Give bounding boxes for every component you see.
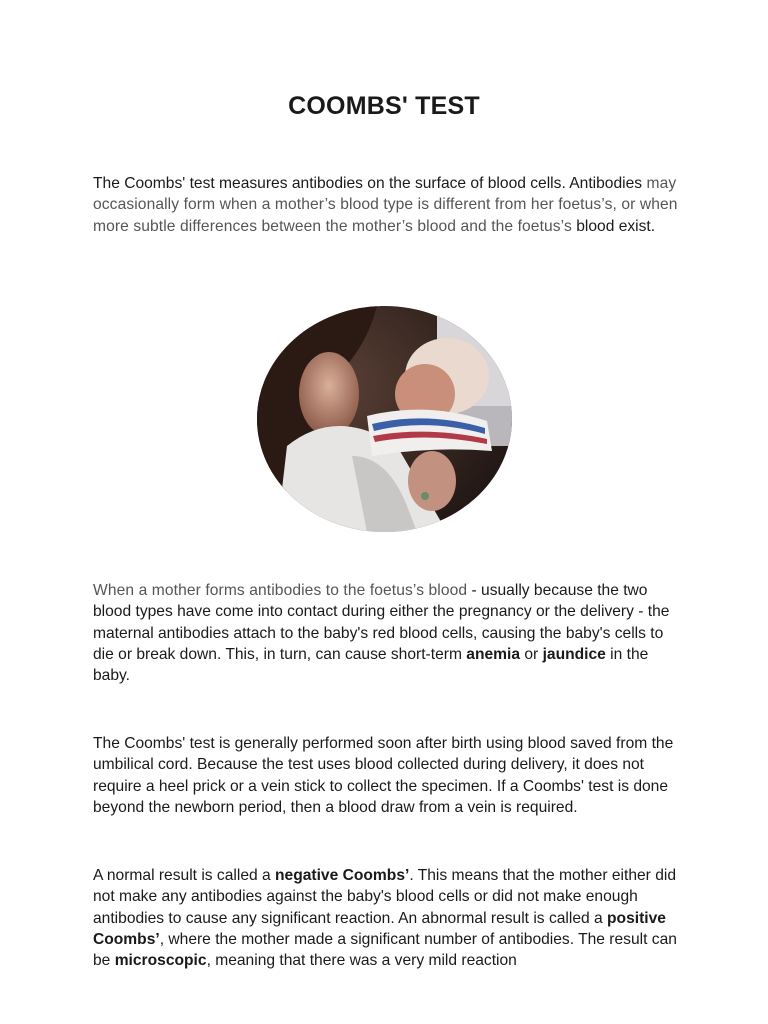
paragraph-intro xyxy=(93,173,683,237)
paragraph-antibodies-part1: When a mother forms antibodies to the foetus’s blood xyxy=(93,582,468,599)
paragraph-intro-part3: blood exist. xyxy=(571,217,656,235)
paragraph-intro-part2: may occasionally form when a mother’s blood type is different from her foetus’s, or when more subtle differences between the mother’s blood and the foetus’s xyxy=(93,175,678,235)
term-positive-coombs: positive Coombs’ xyxy=(93,909,666,948)
term-anemia: anemia xyxy=(466,645,521,663)
paragraph-results-part2: . This means that the mother either did not make any antibodies against the baby's blood cells or did not make enough antibodies to cause any significant reaction. An abnormal result is called a xyxy=(93,867,677,927)
paragraph-results-part1: A normal result is called a xyxy=(93,867,276,884)
term-negative-coombs: negative Coombs’ xyxy=(275,867,410,884)
paragraph-results-part3: , where the mother made a significant number of antibodies. The result can be xyxy=(93,930,677,970)
term-microscopic: microscopic xyxy=(114,952,207,970)
paragraph-antibodies-part4: in the baby. xyxy=(93,645,649,685)
paragraph-antibodies-part2: - usually because the two blood types have come into contact during either the pregnancy or the delivery - the maternal antibodies attach to the baby's red blood cells, causing the baby's cells to die or break down. This, in turn, can cause short-term xyxy=(93,582,670,663)
paragraph-procedure: The Coombs' test is generally performed soon after birth using blood saved from the umbilical cord. Because the test uses blood collected during delivery, it does not require a heel prick or a vein stick to collect the specimen. If a Coombs' test is done beyond the newborn period, then a blood draw from a vein is required. xyxy=(93,735,674,816)
paragraph-results xyxy=(93,865,683,971)
paragraph-results-part4: , meaning that there was a very mild reaction xyxy=(206,952,517,970)
paragraph-antibodies-part3: or xyxy=(520,645,543,663)
document-title: COOMBS' TEST xyxy=(288,92,480,120)
paragraph-antibodies xyxy=(93,580,683,686)
mother-newborn-photo xyxy=(257,306,512,532)
paragraph-intro-part1: The Coombs' test measures antibodies on the surface of blood cells. Antibodies xyxy=(93,175,643,192)
term-jaundice: jaundice xyxy=(542,645,606,663)
